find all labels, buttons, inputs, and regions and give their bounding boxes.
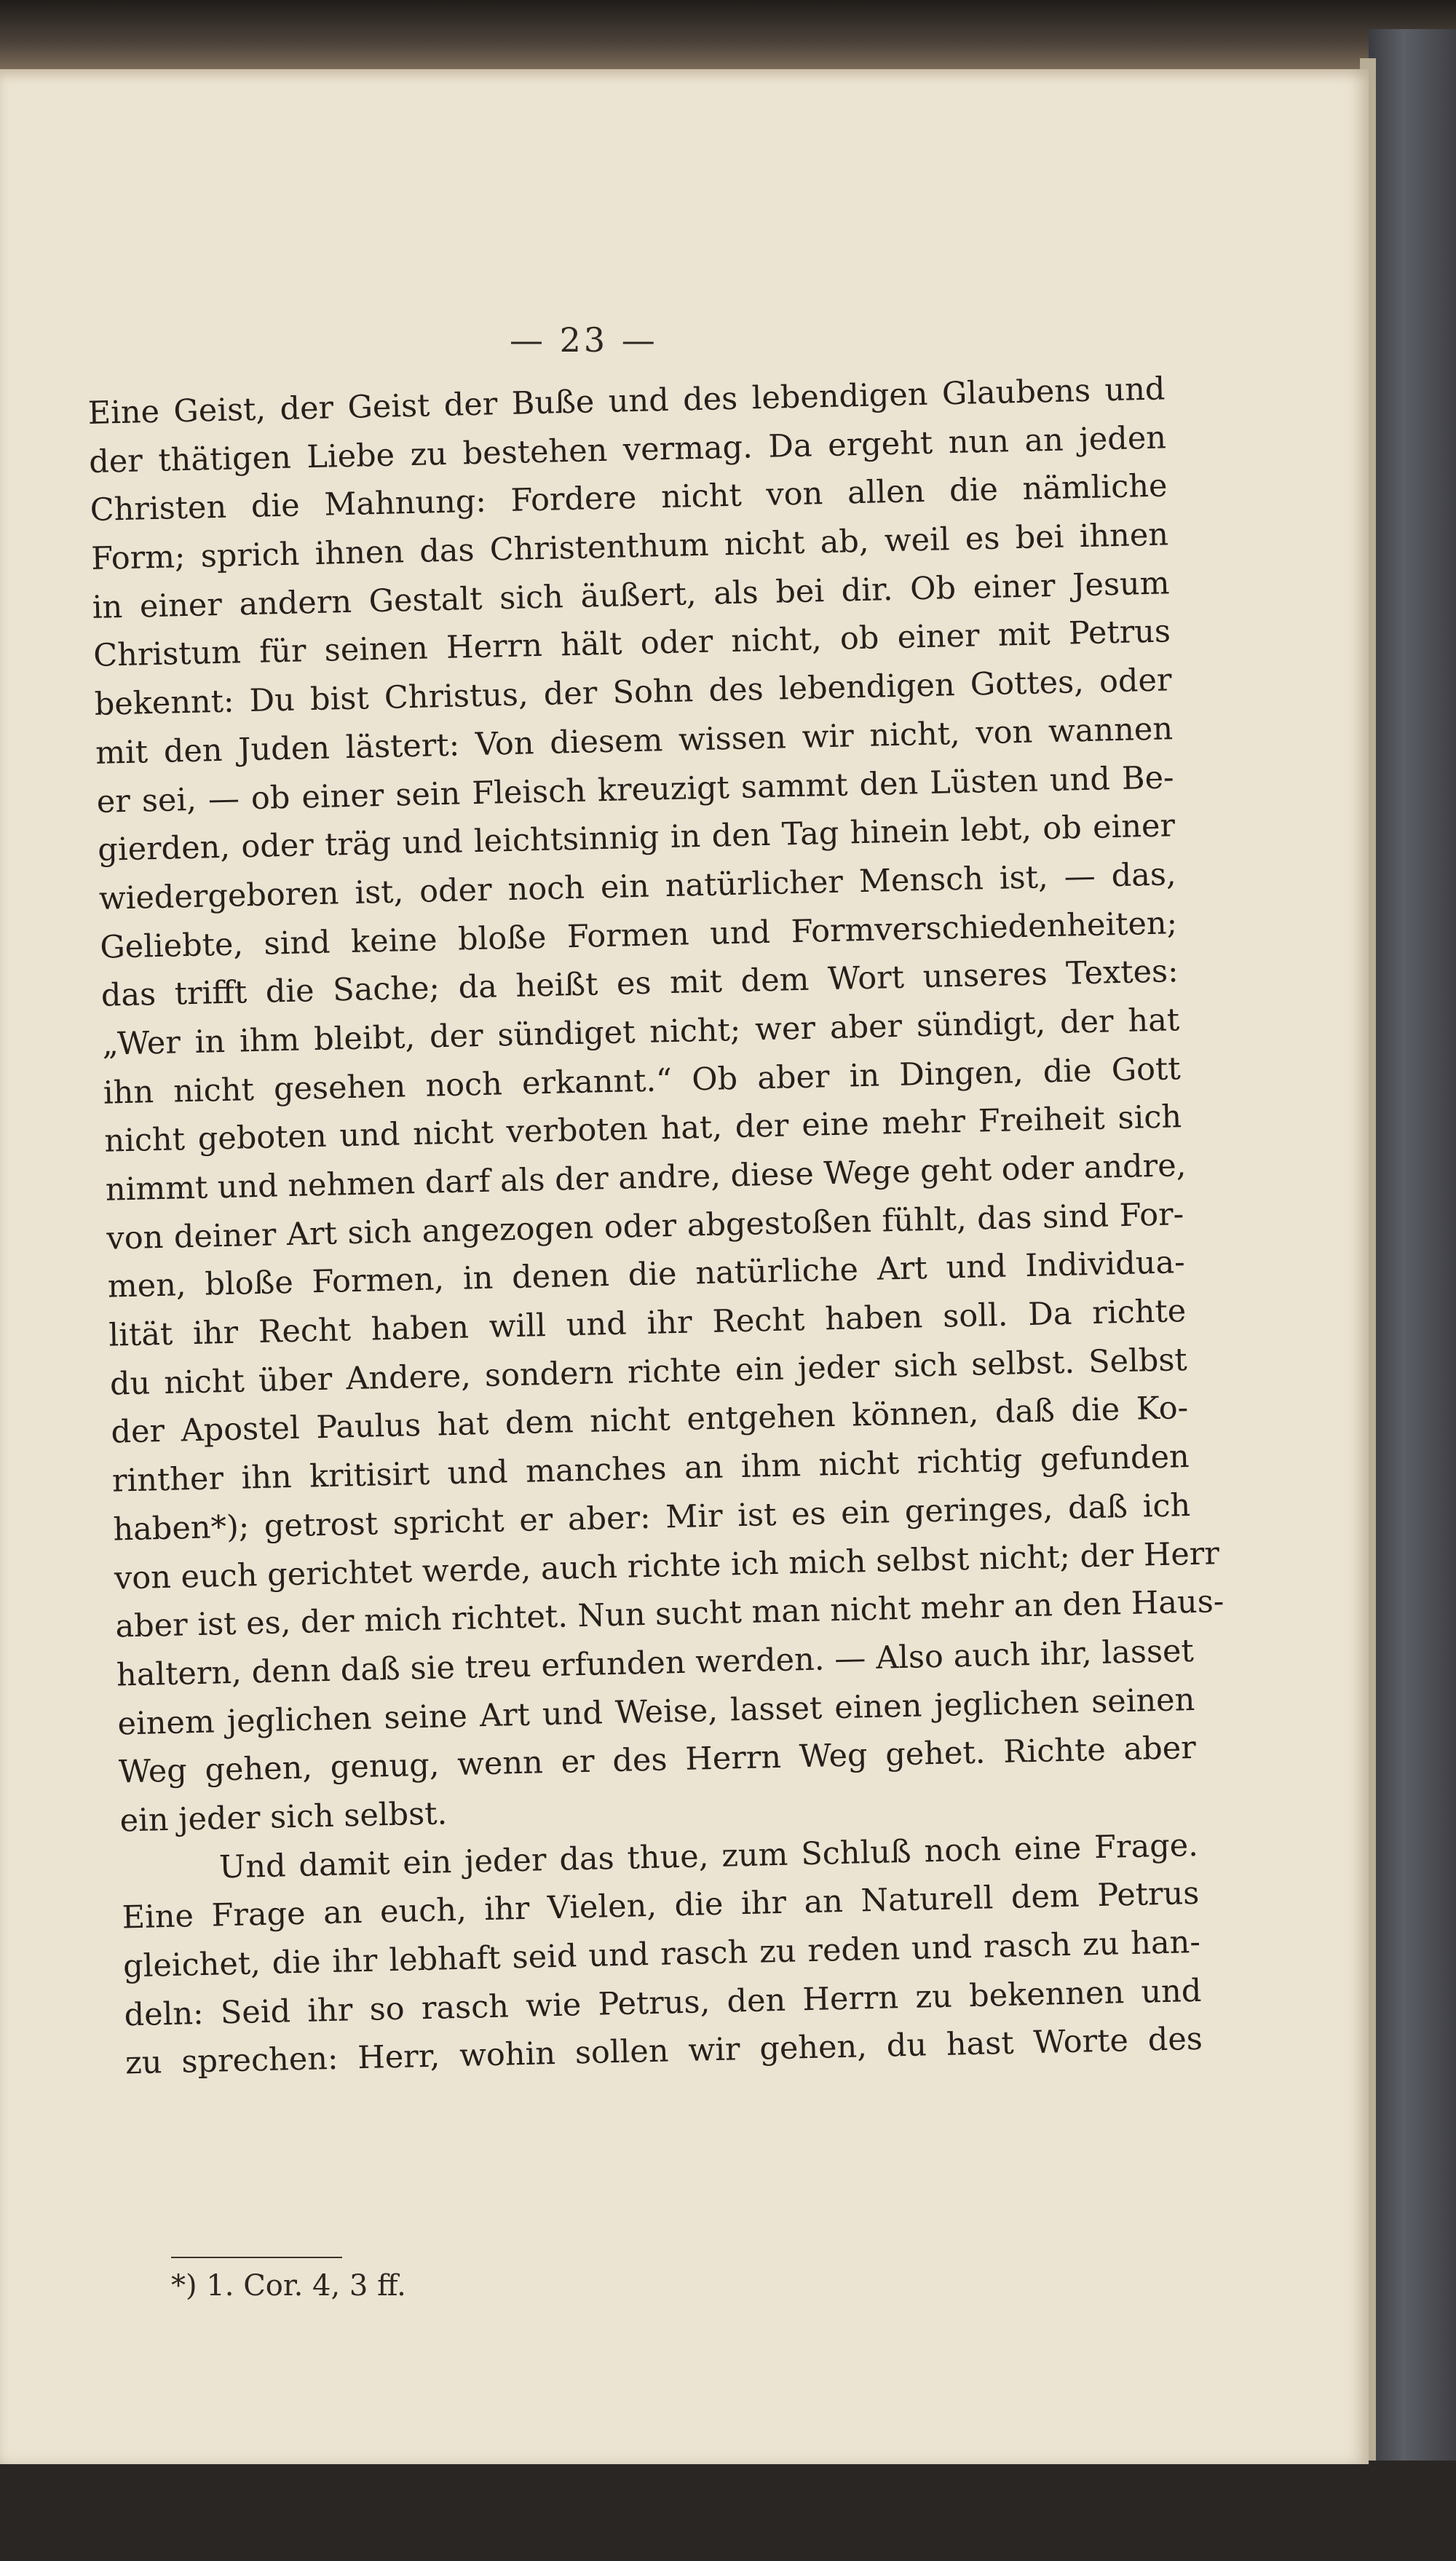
body-text xyxy=(87,365,1224,2088)
scanner-background-top xyxy=(0,0,1456,69)
book-cover-edge xyxy=(1369,29,1456,2461)
text-line: haben*); getrost spricht er aber: Mir ist es ein geringes, daß ich xyxy=(112,1487,1191,1548)
text-line: nicht geboten und nicht verboten hat, der eine mehr Freiheit sich xyxy=(103,1099,1182,1160)
text-line: der Apostel Paulus hat dem nicht entgehen können, daß die Ko- xyxy=(110,1390,1189,1452)
text-line: Christen die Mahnung: Fordere nicht von allen die nämliche xyxy=(90,467,1168,529)
text-line: wiedergeboren ist, oder noch ein natürlicher Mensch ist, — das, xyxy=(98,856,1177,917)
text-line: men, bloße Formen, in denen die natürliche Art und Individua- xyxy=(107,1244,1186,1306)
text-line: einem jeglichen seine Art und Weise, lasset einen jeglichen seinen xyxy=(117,1681,1195,1743)
text-line: deln: Seid ihr so rasch wie Petrus, den Herrn zu bekennen und xyxy=(124,1972,1202,2034)
text-line: haltern, denn daß sie treu erfunden werden. — Also auch ihr, lasset xyxy=(116,1632,1195,1694)
text-line: Eine Geist, der Geist der Buße und des lebendigen Glaubens und xyxy=(87,371,1166,432)
text-line: rinther ihn kritisirt und manches an ihm nicht richtig gefunden xyxy=(111,1438,1190,1500)
text-line: Eine Frage an euch, ihr Vielen, die ihr an Naturell dem Petrus xyxy=(122,1875,1200,1936)
text-line: von deiner Art sich angezogen oder abgestoßen fühlt, das sind For- xyxy=(106,1195,1184,1257)
text-line: er sei, — ob einer sein Fleisch kreuzigt sammt den Lüsten und Be- xyxy=(96,759,1175,820)
text-line: Christum für seinen Herrn hält oder nicht, ob einer mit Petrus xyxy=(92,613,1171,675)
text-line: Form; sprich ihnen das Christenthum nicht ab, weil es bei ihnen xyxy=(90,516,1169,577)
text-line: du nicht über Andere, sondern richte ein jeder sich selbst. Selbst xyxy=(109,1341,1188,1403)
footnote-divider xyxy=(171,2257,342,2258)
text-line: in einer andern Gestalt sich äußert, als bei dir. Ob einer Jesum xyxy=(92,565,1170,626)
text-line: „Wer in ihm bleibt, der sündiget nicht; wer aber sündigt, der hat xyxy=(101,1002,1180,1063)
text-line: gierden, oder träg und leichtsinnig in den Tag hinein lebt, ob einer xyxy=(97,807,1176,869)
book-page xyxy=(0,69,1369,2464)
text-line: gleichet, die ihr lebhaft seid und rasch zu reden und rasch zu han- xyxy=(122,1923,1201,1985)
text-line: von euch gerichtet werde, auch richte ich mich selbst nicht; der Herr xyxy=(114,1535,1220,1597)
text-line: ihn nicht gesehen noch erkannt.“ Ob aber in Dingen, die Gott xyxy=(103,1050,1182,1112)
text-line: nimmt und nehmen darf als der andre, diese Wege geht oder andre, xyxy=(105,1147,1187,1208)
scanner-background-bottom xyxy=(0,2461,1456,2561)
footnote: *) 1. Cor. 4, 3 ff. xyxy=(171,2269,406,2303)
text-line: mit den Juden lästert: Von diesem wissen wir nicht, von wannen xyxy=(95,710,1174,772)
text-line: Weg gehen, genug, wenn er des Herrn Weg gehet. Richte aber xyxy=(118,1730,1197,1791)
text-line: aber ist es, der mich richtet. Nun sucht man nicht mehr an den Haus- xyxy=(115,1583,1224,1645)
text-line: Geliebte, sind keine bloße Formen und Formverschiedenheiten; xyxy=(99,904,1178,966)
text-line: Und damit ein jeder das thue, zum Schluß noch eine Frage. xyxy=(218,1826,1199,1886)
text-line: zu sprechen: Herr, wohin sollen wir gehen, du hast Worte des xyxy=(124,2021,1203,2082)
text-line: lität ihr Recht haben will und ihr Recht haben soll. Da richte xyxy=(108,1293,1187,1354)
text-line: der thätigen Liebe zu bestehen vermag. Da ergeht nun an jeden xyxy=(88,419,1167,480)
text-line: das trifft die Sache; da heißt es mit dem Wort unseres Textes: xyxy=(100,953,1179,1015)
text-line: bekennt: Du bist Christus, der Sohn des lebendigen Gottes, oder xyxy=(94,662,1173,724)
text-line: ein jeder sich selbst. xyxy=(119,1795,448,1840)
page-number: — 23 — xyxy=(510,320,658,360)
